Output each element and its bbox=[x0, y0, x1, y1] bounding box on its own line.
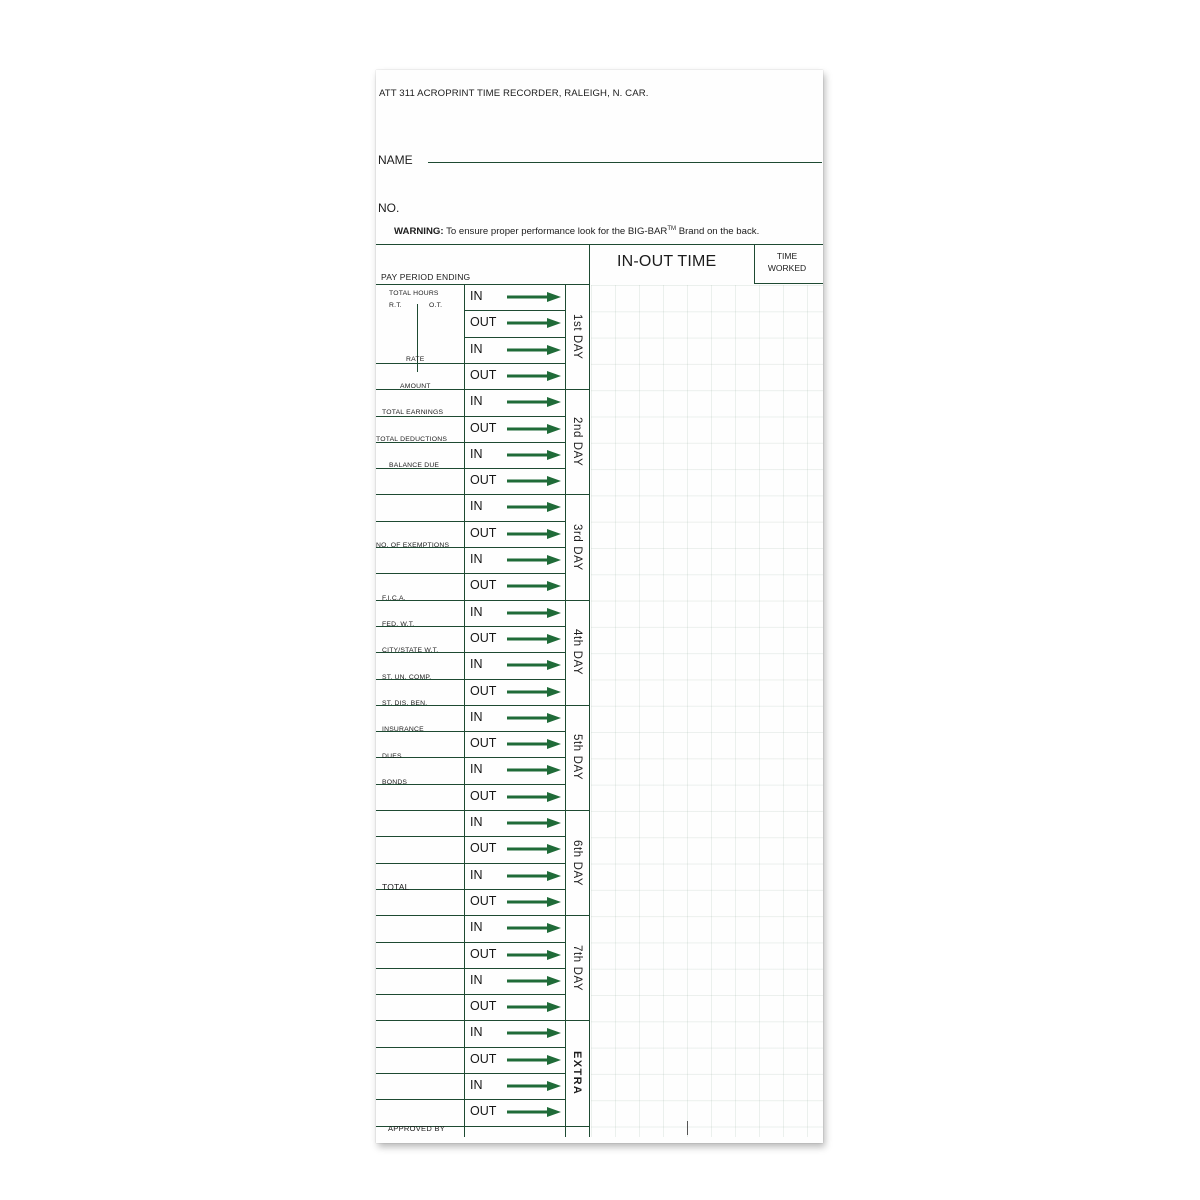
warning-tm: TM bbox=[667, 226, 677, 232]
warning-text-2: Brand on the back. bbox=[678, 226, 760, 238]
out-slot-label: OUT bbox=[470, 367, 497, 382]
in-slot-label: IN bbox=[470, 1078, 483, 1092]
bonds-label: BONDS bbox=[382, 779, 408, 786]
arrow-right-icon bbox=[507, 897, 557, 907]
day-label-4: 4th DAY bbox=[571, 629, 583, 676]
ot-label: O.T. bbox=[429, 302, 443, 309]
row-rule bbox=[376, 1073, 565, 1074]
out-slot-label: OUT bbox=[470, 946, 497, 961]
day-label-extra: EXTRA bbox=[571, 1050, 583, 1096]
in-slot-label: IN bbox=[470, 446, 483, 461]
in-slot-label: IN bbox=[470, 1025, 483, 1040]
row-rule bbox=[464, 337, 565, 338]
arrow-right-icon bbox=[507, 292, 557, 302]
arrow-right-icon bbox=[507, 713, 557, 723]
time-card bbox=[376, 70, 823, 1143]
row-rule bbox=[376, 284, 589, 285]
out-slot-label: OUT bbox=[470, 525, 497, 540]
row-rule bbox=[464, 310, 565, 311]
arrow-right-icon bbox=[507, 634, 557, 644]
rate-label: RATE bbox=[406, 356, 425, 363]
st-dis-ben-label: ST. DIS. BEN. bbox=[382, 700, 428, 707]
day-label-1: 1st DAY bbox=[571, 313, 583, 360]
row-rule bbox=[376, 810, 589, 811]
amount-label: AMOUNT bbox=[400, 383, 431, 390]
deductions-right-rule bbox=[464, 284, 465, 1137]
total-label: TOTAL bbox=[382, 882, 410, 892]
arrow-right-icon bbox=[507, 765, 557, 775]
arrow-right-icon bbox=[507, 1081, 557, 1091]
fed-wt-label: FED. W.T. bbox=[382, 621, 415, 628]
day-label-2: 2nd DAY bbox=[571, 417, 583, 467]
in-slot-label: IN bbox=[470, 552, 483, 566]
total-hours-label: TOTAL HOURS bbox=[389, 290, 439, 297]
in-slot-label: IN bbox=[470, 289, 483, 303]
out-slot-label: OUT bbox=[470, 1051, 497, 1066]
pay-period-label: PAY PERIOD ENDING bbox=[381, 272, 471, 282]
warning-text-1: To ensure proper performance look for the BIG-BAR bbox=[446, 226, 668, 238]
arrow-right-icon bbox=[507, 950, 557, 960]
warning-text bbox=[394, 226, 759, 237]
out-slot-label: OUT bbox=[470, 420, 497, 435]
time-worked-line-1: TIME bbox=[776, 251, 798, 261]
warning-bold: WARNING: bbox=[394, 226, 444, 238]
out-slot-label: OUT bbox=[470, 841, 497, 856]
table-top-rule bbox=[376, 244, 823, 245]
row-rule bbox=[376, 363, 565, 364]
arrow-right-icon bbox=[507, 318, 557, 328]
out-slot-label: OUT bbox=[470, 630, 497, 645]
arrow-right-icon bbox=[507, 818, 557, 828]
row-rule bbox=[376, 836, 565, 837]
in-slot-label: IN bbox=[470, 709, 483, 724]
arrow-right-icon bbox=[507, 871, 557, 881]
arrow-right-icon bbox=[507, 529, 557, 539]
dues-label: DUES bbox=[382, 753, 402, 760]
row-rule bbox=[376, 1047, 565, 1048]
row-rule bbox=[376, 600, 589, 601]
row-rule bbox=[376, 573, 565, 574]
row-rule bbox=[376, 863, 565, 864]
arrow-right-icon bbox=[507, 660, 557, 670]
time-worked-label bbox=[758, 250, 816, 274]
row-rule bbox=[376, 968, 565, 969]
arrow-right-icon bbox=[507, 502, 557, 512]
time-worked-line-2: WORKED bbox=[767, 263, 807, 273]
row-rule bbox=[376, 915, 589, 916]
rt-label: R.T. bbox=[389, 302, 402, 309]
out-slot-label: OUT bbox=[470, 999, 497, 1014]
day-label-3: 3rd DAY bbox=[571, 523, 583, 571]
cut-tick bbox=[687, 1121, 688, 1135]
day-label-5: 5th DAY bbox=[571, 734, 583, 781]
in-slot-label: IN bbox=[470, 920, 483, 935]
in-slot-label: IN bbox=[470, 657, 483, 672]
out-slot-label: OUT bbox=[470, 1104, 497, 1119]
day-label-7: 7th DAY bbox=[571, 944, 583, 991]
time-worked-bottom-rule bbox=[754, 283, 823, 284]
out-slot-label: OUT bbox=[470, 683, 497, 698]
arrow-right-icon bbox=[507, 1107, 557, 1117]
out-slot-label: OUT bbox=[470, 893, 497, 908]
day-label-6: 6th DAY bbox=[571, 839, 583, 886]
arrow-right-icon bbox=[507, 923, 557, 933]
total-deductions-label: TOTAL DEDUCTIONS bbox=[376, 436, 448, 443]
row-rule bbox=[376, 994, 565, 995]
punch-area[interactable] bbox=[591, 285, 823, 1137]
arrow-right-icon bbox=[507, 1002, 557, 1012]
in-slot-label: IN bbox=[470, 867, 483, 882]
name-field-line[interactable] bbox=[428, 162, 822, 163]
arrow-right-icon bbox=[507, 739, 557, 749]
fica-label: F.I.C.A. bbox=[382, 595, 406, 602]
arrow-right-icon bbox=[507, 687, 557, 697]
row-rule bbox=[376, 416, 565, 417]
in-slot-label: IN bbox=[470, 499, 483, 514]
arrow-right-icon bbox=[507, 397, 557, 407]
inout-time-title: IN-OUT TIME bbox=[617, 253, 717, 270]
insurance-label: INSURANCE bbox=[382, 726, 424, 733]
number-label: NO. bbox=[378, 201, 400, 215]
name-label: NAME bbox=[378, 153, 413, 167]
arrow-right-icon bbox=[507, 424, 557, 434]
arrow-right-icon bbox=[507, 581, 557, 591]
out-slot-label: OUT bbox=[470, 788, 497, 803]
out-slot-label: OUT bbox=[470, 473, 497, 488]
exemptions-label: NO. OF EXEMPTIONS bbox=[376, 542, 450, 549]
card-code: ATT 311 ACROPRINT TIME RECORDER, RALEIGH, N. CAR. bbox=[379, 88, 649, 99]
approved-by-label: APPROVED BY bbox=[388, 1124, 446, 1133]
arrow-right-icon bbox=[507, 792, 557, 802]
arrow-right-icon bbox=[507, 608, 557, 618]
arrow-right-icon bbox=[507, 1028, 557, 1038]
total-earnings-label: TOTAL EARNINGS bbox=[382, 409, 444, 416]
st-un-comp-label: ST. UN. COMP. bbox=[382, 674, 432, 681]
time-worked-left-rule bbox=[754, 244, 755, 284]
arrow-right-icon bbox=[507, 371, 557, 381]
in-slot-label: IN bbox=[470, 394, 483, 409]
out-slot-label: OUT bbox=[470, 736, 497, 751]
arrow-right-icon bbox=[507, 1055, 557, 1065]
arrow-right-icon bbox=[507, 976, 557, 986]
row-rule bbox=[376, 1099, 565, 1100]
out-slot-label: OUT bbox=[470, 578, 497, 593]
out-slot-label: OUT bbox=[470, 315, 497, 330]
inout-left-rule bbox=[589, 244, 590, 1137]
in-slot-label: IN bbox=[470, 604, 483, 619]
row-rule bbox=[376, 521, 565, 522]
arrow-right-icon bbox=[507, 476, 557, 486]
row-rule bbox=[376, 1020, 589, 1021]
in-slot-label: IN bbox=[470, 972, 483, 987]
arrow-right-icon bbox=[507, 844, 557, 854]
in-slot-label: IN bbox=[470, 815, 483, 829]
balance-due-label: BALANCE DUE bbox=[389, 462, 440, 469]
arrow-right-icon bbox=[507, 555, 557, 565]
city-state-wt-label: CITY/STATE W.T. bbox=[382, 647, 439, 654]
row-rule bbox=[376, 942, 565, 943]
row-rule bbox=[376, 757, 565, 758]
arrow-right-icon bbox=[507, 345, 557, 355]
row-rule bbox=[376, 494, 589, 495]
in-slot-label: IN bbox=[470, 341, 483, 356]
arrow-right-icon bbox=[507, 450, 557, 460]
in-slot-label: IN bbox=[470, 762, 483, 777]
